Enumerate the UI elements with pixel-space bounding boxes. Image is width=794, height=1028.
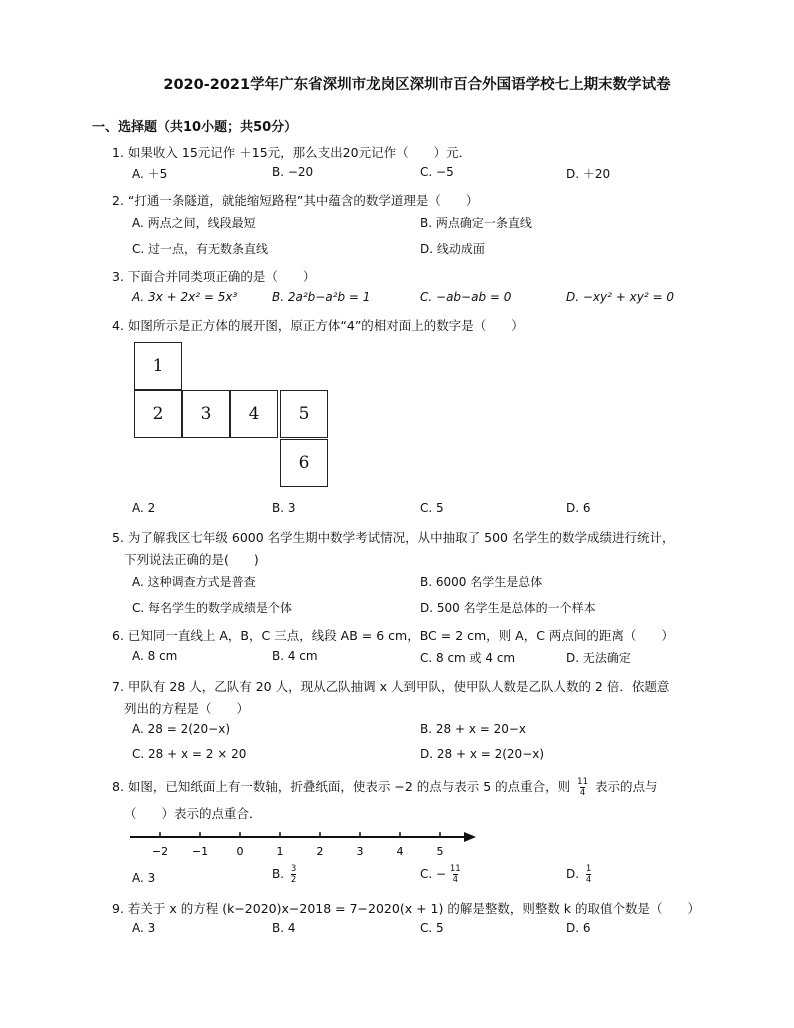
q9-option-c: C. 5 bbox=[420, 921, 444, 935]
question-6: 6. 已知同一直线上 A，B，C 三点，线段 AB = 6 cm，BC = 2 cm，则 A，C 两点间的距离（ ） bbox=[112, 628, 674, 643]
q8-option-c bbox=[420, 865, 461, 884]
net-face-5: 5 bbox=[280, 390, 328, 438]
q2-option-b: B. 两点确定一条直线 bbox=[420, 216, 532, 230]
q8-option-a: A. 3 bbox=[132, 871, 156, 885]
question-2: 2. “打通一条隧道，就能缩短路程”其中蕴含的数学道理是（ ） bbox=[112, 193, 479, 208]
net-face-3: 3 bbox=[182, 390, 230, 438]
q1-option-b: B. −20 bbox=[272, 165, 314, 179]
q8-option-d bbox=[566, 865, 591, 884]
question-9: 9. 若关于 x 的方程 (k−2020)x−2018 = 7−2020(x + 1) 的解是整数，则整数 k 的取值个数是（ ） bbox=[112, 901, 701, 916]
q9-option-a: A. 3 bbox=[132, 921, 156, 935]
question-8 bbox=[112, 777, 658, 797]
q7-option-b: B. 28 + x = 20−x bbox=[420, 722, 527, 736]
q8-fraction bbox=[577, 778, 588, 797]
section-heading: 一、选择题（共10小题；共50分） bbox=[92, 120, 298, 135]
q8-option-b-label: B. bbox=[272, 867, 285, 881]
q2-option-c: C. 过一点，有无数条直线 bbox=[132, 242, 269, 256]
question-3: 3. 下面合并同类项正确的是（ ） bbox=[112, 269, 316, 284]
q8-option-d-label: D. bbox=[566, 867, 580, 881]
q7-option-a: A. 28 = 2(20−x) bbox=[132, 722, 231, 736]
q8-option-b bbox=[272, 865, 296, 884]
q3-option-d: D. −xy² + xy² = 0 bbox=[566, 290, 674, 304]
question-4: 4. 如图所示是正方体的展开图，原正方体“4”的相对面上的数字是（ ） bbox=[112, 318, 524, 333]
number-line-tick-label: 5 bbox=[436, 845, 444, 858]
q9-option-b: B. 4 bbox=[272, 921, 296, 935]
q1-option-c: C. −5 bbox=[420, 165, 454, 179]
q2-option-d: D. 线动成面 bbox=[420, 242, 485, 256]
question-5: 5. 为了解我区七年级 6000 名学生期中数学考试情况，从中抽取了 500 名学生的数学成绩进行统计， bbox=[112, 530, 675, 545]
q5-option-d: D. 500 名学生是总体的一个样本 bbox=[420, 601, 596, 615]
q6-option-c: C. 8 cm 或 4 cm bbox=[420, 651, 516, 665]
q5-option-b: B. 6000 名学生是总体 bbox=[420, 575, 543, 589]
q8-option-d-num: 1 bbox=[585, 864, 592, 874]
question-7: 7. 甲队有 28 人，乙队有 20 人，现从乙队抽调 x 人到甲队，使甲队人数是乙队人数的 2 倍．依题意 bbox=[112, 679, 670, 694]
question-1: 1. 如果收入 15元记作 ＋15元，那么支出20元记作（ ）元． bbox=[112, 145, 472, 160]
q2-option-a: A. 两点之间，线段最短 bbox=[132, 216, 256, 230]
q9-option-d: D. 6 bbox=[566, 921, 591, 935]
q6-option-d: D. 无法确定 bbox=[566, 651, 631, 665]
number-line-tick-label: 0 bbox=[236, 845, 244, 858]
q8-option-c-num: 11 bbox=[449, 864, 461, 874]
number-line-tick-label: −1 bbox=[191, 845, 209, 858]
net-face-2: 2 bbox=[134, 390, 182, 438]
q4-option-b: B. 3 bbox=[272, 501, 296, 515]
question-5-cont: 下列说法正确的是( ) bbox=[124, 552, 259, 567]
q6-option-a: A. 8 cm bbox=[132, 649, 178, 663]
q3-option-b: B. 2a²b−a²b = 1 bbox=[272, 290, 371, 304]
q4-option-c: C. 5 bbox=[420, 501, 444, 515]
q8-option-c-label: C. − bbox=[420, 867, 447, 881]
q8-frac-den: 4 bbox=[579, 787, 586, 798]
q5-option-c: C. 每名学生的数学成绩是个体 bbox=[132, 601, 293, 615]
net-face-6: 6 bbox=[280, 439, 328, 487]
q8-option-d-fraction bbox=[586, 865, 591, 884]
q3-option-a: A. 3x + 2x² = 5x³ bbox=[132, 290, 238, 304]
q1-option-a: A. ＋5 bbox=[132, 167, 168, 181]
question-7-cont: 列出的方程是（ ） bbox=[124, 701, 250, 716]
q5-option-a: A. 这种调查方式是普查 bbox=[132, 575, 256, 589]
number-line-tick-label: 3 bbox=[356, 845, 364, 858]
q6-option-b: B. 4 cm bbox=[272, 649, 318, 663]
q8-option-c-den: 4 bbox=[452, 874, 459, 885]
q3-option-c: C. −ab−ab = 0 bbox=[420, 290, 512, 304]
q8-frac-num: 11 bbox=[577, 777, 588, 787]
question-8-cont: （ ）表示的点重合． bbox=[124, 806, 262, 821]
number-line-tick-label: 1 bbox=[276, 845, 284, 858]
number-line-tick-label: 2 bbox=[316, 845, 324, 858]
number-line-tick-label: −2 bbox=[151, 845, 169, 858]
number-line-figure bbox=[128, 826, 480, 862]
question-8-text-b: 表示的点与 bbox=[594, 779, 658, 794]
question-8-text-a: 8. 如图，已知纸面上有一数轴，折叠纸面，使表示 −2 的点与表示 5 的点重合，则 bbox=[112, 779, 571, 794]
q7-option-c: C. 28 + x = 2 × 20 bbox=[132, 747, 247, 761]
q8-option-b-num: 3 bbox=[290, 864, 297, 874]
q8-option-d-den: 4 bbox=[585, 874, 592, 885]
page-title: 2020-2021学年广东省深圳市龙岗区深圳市百合外国语学校七上期末数学试卷 bbox=[163, 77, 671, 93]
number-line-arrow bbox=[464, 832, 476, 842]
q7-option-d: D. 28 + x = 2(20−x) bbox=[420, 747, 545, 761]
q4-option-d: D. 6 bbox=[566, 501, 591, 515]
q8-option-b-den: 2 bbox=[290, 874, 297, 885]
q4-option-a: A. 2 bbox=[132, 501, 156, 515]
number-line-tick-label: 4 bbox=[396, 845, 404, 858]
net-face-1: 1 bbox=[134, 342, 182, 390]
q1-option-d: D. ＋20 bbox=[566, 167, 611, 181]
q8-option-b-fraction bbox=[291, 865, 296, 884]
q8-option-c-fraction bbox=[450, 865, 461, 884]
net-face-4: 4 bbox=[230, 390, 278, 438]
